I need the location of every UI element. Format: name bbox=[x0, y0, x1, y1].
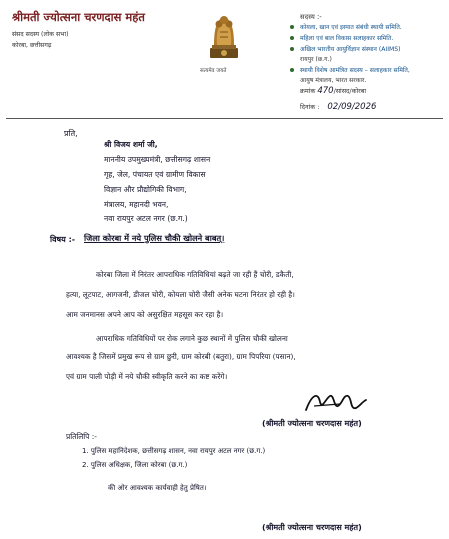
membership-item: स्थायी विशेष आमंत्रित सदस्य – सलाहकार समिति, bbox=[300, 67, 410, 74]
to-label: प्रति, bbox=[64, 129, 78, 138]
header-divider bbox=[6, 118, 443, 119]
reference-label: क्रमांक bbox=[300, 87, 316, 95]
national-emblem-icon bbox=[202, 8, 246, 62]
addressee-line: विज्ञान और प्रौद्योगिकी विभाग, bbox=[104, 185, 187, 194]
addressee-line: गृह, जेल, पंचायत एवं ग्रामीण विकास bbox=[104, 170, 206, 179]
signature-scribble bbox=[300, 388, 370, 418]
copy-recipient: 1. पुलिस महानिदेशक, छत्तीसगढ़ शासन, नवा रायपुर अटल नगर (छ.ग.) bbox=[82, 447, 266, 455]
body-paragraph-line: कोरबा जिला में निरंतर आपराधिक गतिविधियां बढ़ते जा रही हैं चोरी, डकैती, bbox=[96, 270, 294, 279]
letter-date bbox=[300, 102, 376, 112]
reference-suffix: /सांसद/कोरबा bbox=[333, 87, 367, 95]
signatory-name-bottom: (श्रीमती ज्योत्सना चरणदास महंत) bbox=[262, 523, 362, 532]
body-paragraph-line: आपराधिक गतिविधियों पर रोक लगाने कुछ स्थानों में पुलिस चौकी खोलना bbox=[96, 334, 288, 343]
membership-bullet-icon bbox=[290, 25, 294, 29]
emblem-motto: सत्यमेव जयते bbox=[200, 68, 227, 74]
memberships-heading: सदस्य :- bbox=[300, 13, 322, 21]
body-paragraph-line: आम जनमानस अपने आप को असुरक्षित महसूस कर रहा है। bbox=[66, 310, 224, 319]
membership-bullet-icon bbox=[290, 47, 294, 51]
membership-item: अखिल भारतीय आयुर्विज्ञान संस्थान (AIIMS) bbox=[300, 46, 401, 53]
membership-bullet-icon bbox=[290, 68, 294, 72]
addressee-line: माननीय उपमुख्यमंत्री, छत्तीसगढ़ शासन bbox=[104, 155, 211, 164]
copy-note: की ओर आवश्यक कार्यवाही हेतु प्रेषित। bbox=[108, 484, 207, 492]
membership-item-cont: आयुष मंत्रालय, भारत सरकार. bbox=[300, 77, 367, 84]
sender-name: श्रीमती ज्योत्सना चरणदास महंत bbox=[12, 10, 145, 24]
sender-location: कोरबा, छत्तीसगढ़ bbox=[12, 42, 52, 49]
body-paragraph-line: आवश्यक है जिसमें प्रमुख रूप से ग्राम छुरी, ग्राम कोरबी (बतुरा), ग्राम पिपरिया (पसान), bbox=[66, 352, 296, 361]
membership-item: कोयला, खान एवं इस्पात संबंधी स्थायी समिति. bbox=[300, 24, 402, 31]
membership-bullet-icon bbox=[290, 36, 294, 40]
body-paragraph-line: हत्या, लूटपाट, आगजनी, डीजल चोरी, कोयला चोरी जैसी अनेक घटना निरंतर हो रही है। bbox=[66, 290, 295, 299]
date-label: दिनांक : bbox=[300, 103, 320, 111]
addressee-line: मंत्रालय, महानदी भवन, bbox=[104, 200, 169, 209]
membership-item: महिला एवं बाल विकास सलाहकार समिति. bbox=[300, 35, 394, 42]
copy-recipient: 2. पुलिस अधिक्षक, जिला कोरबा (छ.ग.) bbox=[82, 461, 188, 469]
membership-item-cont: रायपुर (छ.ग.) bbox=[300, 56, 332, 63]
addressee-name: श्री विजय शर्मा जी, bbox=[104, 140, 158, 149]
reference-number bbox=[300, 86, 366, 96]
date-value: 02/09/2026 bbox=[327, 102, 377, 112]
reference-number-value: 470 bbox=[317, 86, 334, 96]
subject-text: जिला कोरबा में नये पुलिस चौकी खोलने बाबत्। bbox=[84, 233, 225, 243]
copy-label: प्रतिलिपि :- bbox=[66, 432, 97, 441]
signatory-name: (श्रीमती ज्योत्सना चरणदास महंत) bbox=[262, 419, 362, 428]
subject-label: विषय :- bbox=[50, 235, 76, 244]
body-paragraph-line: एवं ग्राम पाली पोड़ी में नये चौकी स्वीकृति करने का कष्ट करेंगे। bbox=[66, 372, 228, 381]
sender-designation: संसद सदस्य (लोक सभा) bbox=[12, 31, 69, 38]
addressee-line: नवा रायपुर अटल नगर (छ.ग.) bbox=[104, 214, 188, 223]
